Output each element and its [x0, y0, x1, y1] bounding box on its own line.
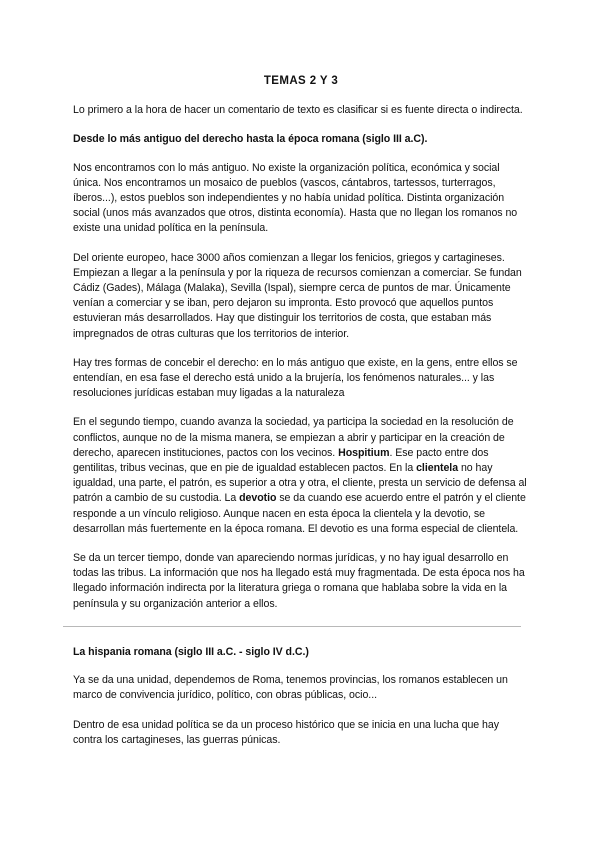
term-hospitium: Hospitium: [338, 446, 390, 459]
paragraph-fenicios: Del oriente europeo, hace 3000 años comienzan a llegar los fenicios, griegos y cartagineses. Empiezan a llegar a la península y por la riqueza de recursos comienzan a comerciar. Se fundan Cádiz (Gades), Málaga (Malaka), Sevilla (Ispal), siempre cerca de puntos de mar. Únicamente venían a comerciar y se iban, pero dejaron su impronta. Esto provocó que aquellos puntos estuvieran más desarrollados. Hay que distinguir los territorios de costa, que estaban más impregnados de otras culturas que los territorios de interior.: [73, 251, 522, 340]
text-segment: . Ese pacto entre dos gentilitas, tribus vecinas, que en pie de igualdad establecen pactos. En la: [73, 446, 489, 475]
section-heading-hispania-romana: La hispania romana (siglo III a.C. - siglo IV d.C.): [73, 645, 309, 658]
paragraph-mosaico-pueblos: Nos encontramos con lo más antiguo. No existe la organización política, económica y social única. Nos encontramos un mosaico de pueblos (vascos, cántabros, tartessos, turterragos, íberos...), estos pueblos son independientes y no había unidad política. Distinta organización social (unos más avanzados que otros, distinta economía). Hasta que no llegan los romanos no existe una unidad política en la península.: [73, 161, 518, 235]
term-clientela: clientela: [416, 462, 459, 475]
section-heading-antiguo: Desde lo más antiguo del derecho hasta la época romana (siglo III a.C).: [73, 133, 428, 146]
text-segment: se da cuando ese acuerdo entre el patrón y el cliente responde a un vínculo religioso. Aunque nacen en esta época la clientela y la devotio, se desarrollan más fuertemente en la época romana. El devotio es una forma especial de clientela.: [73, 492, 526, 535]
text-segment: En el segundo tiempo, cuando avanza la sociedad, ya participa la sociedad en la resolución de conflictos, aunque no de la misma manera, se empiezan a abrir y participar en la creación de derecho, aparecen instituciones, pactos con los vecinos.: [73, 416, 514, 459]
paragraph-formas-derecho: Hay tres formas de concebir el derecho: en lo más antiguo que existe, en la gens, entre ellos se entendían, en esa fase el derecho está unido a la brujería, los fenómenos naturales... y las resoluciones jurídicas estaban muy ligadas a la naturaleza: [73, 356, 518, 400]
intro-paragraph: Lo primero a la hora de hacer un comentario de texto es clasificar si es fuente directa o indirecta.: [73, 104, 523, 117]
document-title: TEMAS 2 Y 3: [263, 75, 339, 87]
section-divider: [63, 626, 521, 627]
term-devotio: devotio: [239, 492, 277, 505]
paragraph-guerras-punicas: Dentro de esa unidad política se da un proceso histórico que se inicia en una lucha que hay contra los cartagineses, las guerras púnicas.: [73, 718, 499, 746]
text-segment: no hay igualdad, una parte, el patrón, es superior a otra y otra, el cliente, presta un servicio de defensa al patrón a cambio de su custodia. La: [73, 462, 527, 505]
paragraph-tercer-tiempo: Se da un tercer tiempo, donde van apareciendo normas jurídicas, y no hay igual desarrollo en todas las tribus. La información que nos ha llegado está muy fragmentada. De esta época nos ha llegado información indirecta por la literatura griega o romana que hablaba sobre la vida en la península y su organización anterior a ellos.: [73, 552, 525, 610]
paragraph-segundo-tiempo: [73, 415, 529, 537]
document-page: [73, 74, 529, 762]
paragraph-unidad-roma: Ya se da una unidad, dependemos de Roma, tenemos provincias, los romanos establecen un marco de convivencia jurídico, político, con obras públicas, ocio...: [73, 674, 508, 702]
